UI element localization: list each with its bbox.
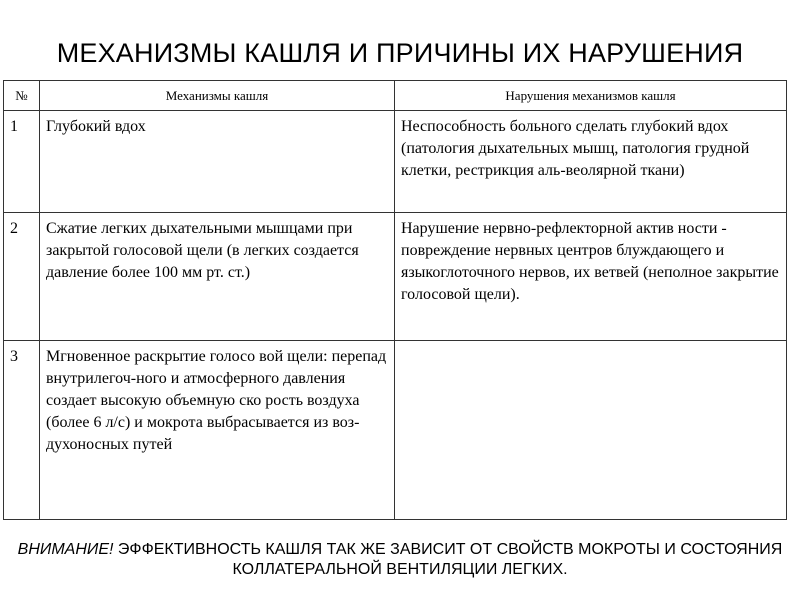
disorder-cell <box>395 341 787 520</box>
page-title: МЕХАНИЗМЫ КАШЛЯ И ПРИЧИНЫ ИХ НАРУШЕНИЯ <box>56 38 744 68</box>
row-number: 2 <box>4 213 40 341</box>
attention-note <box>0 540 800 580</box>
table-row <box>4 111 787 213</box>
row-number: 1 <box>4 111 40 213</box>
header-disorders: Нарушения механизмов кашля <box>395 81 787 111</box>
disorder-cell: Нарушение нервно-рефлекторной актив ности - повреждение нервных центров блуждающего и языкоглоточного нервов, их ветвей (неполное закрытие голосовой щели). <box>395 213 787 341</box>
table-row <box>4 213 787 341</box>
attention-label: ВНИМАНИЕ! <box>17 541 114 558</box>
mechanism-cell: Глубокий вдох <box>40 111 395 213</box>
attention-text: ЭФФЕКТИВНОСТЬ КАШЛЯ ТАК ЖЕ ЗАВИСИТ ОТ СВОЙСТВ МОКРОТЫ И СОСТОЯНИЯ КОЛЛАТЕРАЛЬНОЙ ВЕНТИЛЯЦИИ ЛЕГКИХ. <box>113 541 783 578</box>
header-mechanisms: Механизмы кашля <box>40 81 395 111</box>
mechanism-cell: Мгновенное раскрытие голосо вой щели: перепад внутрилегоч-ного и атмосферного давления создает высокую объемную ско рость воздуха (более 6 л/с) и мокрота выбрасывается из воз-духоносных путей <box>40 341 395 520</box>
table-header-row <box>4 81 787 111</box>
row-number: 3 <box>4 341 40 520</box>
cough-mechanisms-table <box>3 80 787 520</box>
disorder-cell: Неспособность больного сделать глубокий вдох (патология дыхательных мышц, патология грудной клетки, рестрикция аль-веолярной ткани) <box>395 111 787 213</box>
header-number: № <box>4 81 40 111</box>
mechanism-cell: Сжатие легких дыхательными мышцами при закрытой голосовой щели (в легких создается давление более 100 мм рт. ст.) <box>40 213 395 341</box>
table-row <box>4 341 787 520</box>
